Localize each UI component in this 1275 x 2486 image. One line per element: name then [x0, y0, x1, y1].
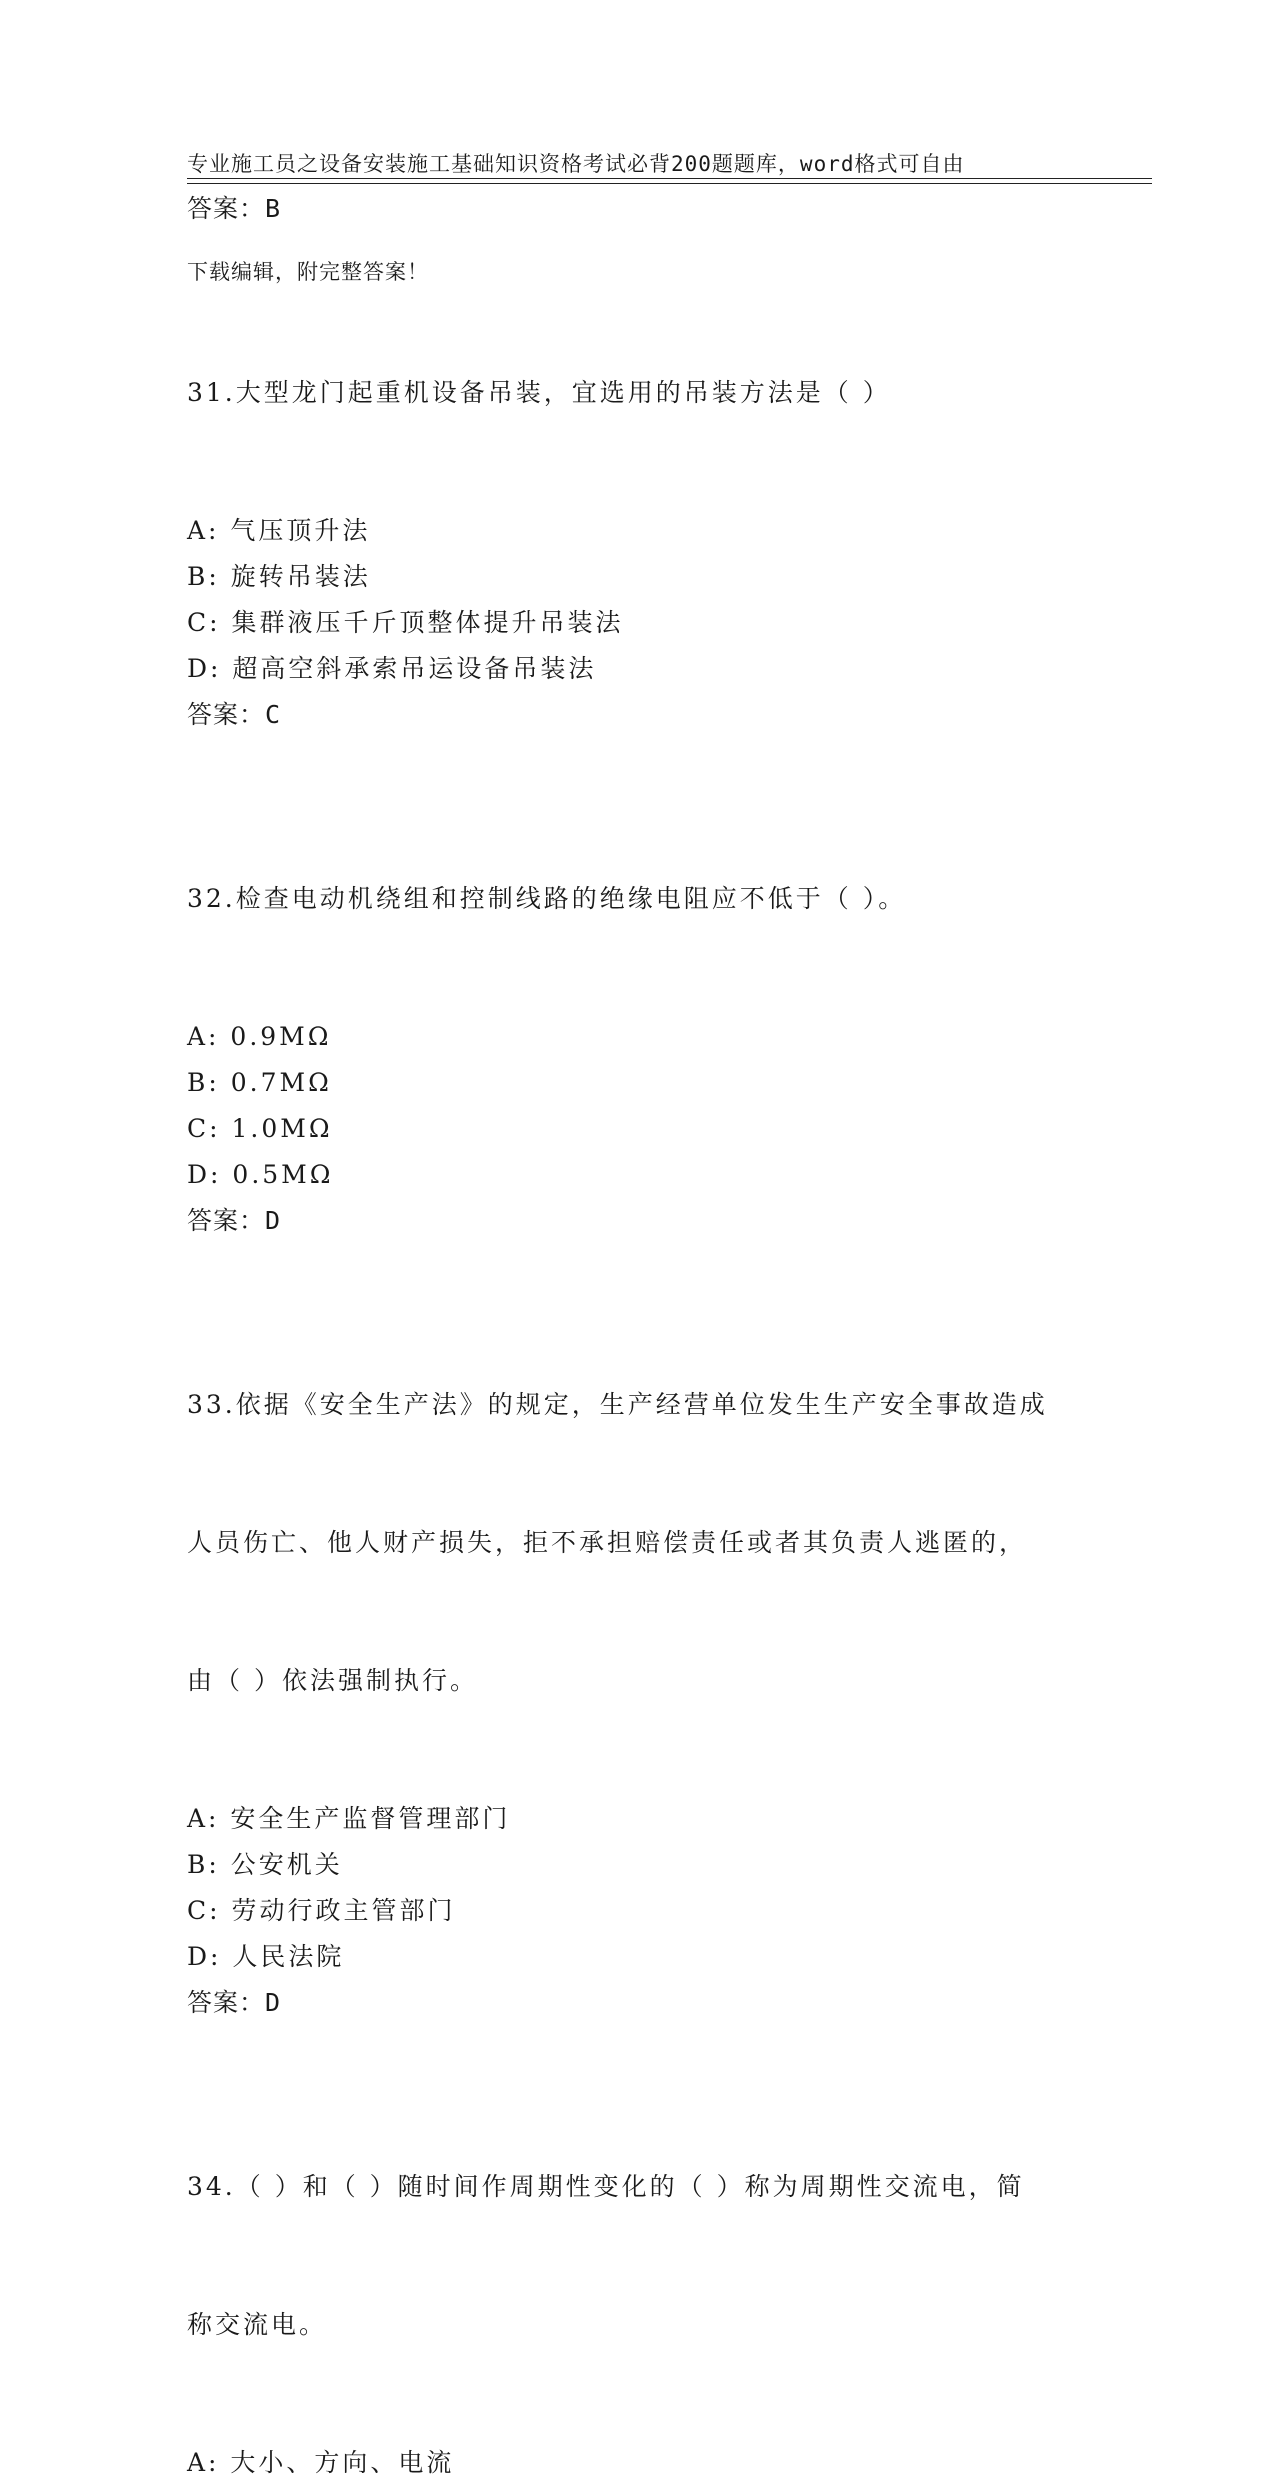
answer: 答案：D — [187, 1988, 282, 2017]
option-c: C: 1.0MΩ — [187, 1114, 333, 1143]
question-stem-line: 34.（ ）和（ ）随时间作周期性变化的（ ）称为周期性交流电，简 — [187, 2172, 1025, 2201]
question-stem-line: 32.检查电动机绕组和控制线路的绝缘电阻应不低于（ ）。 — [187, 884, 907, 913]
question-list — [187, 186, 1087, 2486]
question-stem-line: 人员伤亡、他人财产损失，拒不承担赔偿责任或者其负责人逃匿的， — [187, 1528, 1028, 1557]
option-a: A: 大小、方向、电流 — [187, 2448, 455, 2477]
option-c: C: 集群液压千斤顶整体提升吊装法 — [187, 608, 624, 637]
question-stem-line: 称交流电。 — [187, 2310, 328, 2339]
option-d: D: 0.5MΩ — [187, 1160, 334, 1189]
question-stem — [187, 278, 1087, 508]
question-stem-line: 由（ ）依法强制执行。 — [187, 1666, 478, 1695]
option-b: B: 0.7MΩ — [187, 1068, 332, 1097]
header-divider-bottom — [187, 183, 1152, 184]
option-a: A: 气压顶升法 — [187, 516, 371, 545]
header-divider-top — [187, 178, 1152, 179]
answer: 答案：D — [187, 1206, 282, 1235]
question-32 — [187, 784, 1087, 1244]
header-line-2: 下载编辑，附完整答案！ — [187, 260, 429, 284]
question-34 — [187, 2072, 1087, 2486]
header-line-1: 专业施工员之设备安装施工基础知识资格考试必背200题题库，word格式可自由 — [187, 152, 965, 176]
question-33 — [187, 1290, 1087, 2026]
option-d: D: 人民法院 — [187, 1942, 345, 1971]
question-stem — [187, 2072, 1087, 2440]
option-c: C: 劳动行政主管部门 — [187, 1896, 456, 1925]
question-stem — [187, 1290, 1087, 1796]
question-stem-line: 33.依据《安全生产法》的规定，生产经营单位发生生产安全事故造成 — [187, 1390, 1048, 1419]
question-31 — [187, 278, 1087, 738]
question-stem — [187, 784, 1087, 1014]
option-b: B: 旋转吊装法 — [187, 562, 371, 591]
question-stem-line: 31.大型龙门起重机设备吊装，宜选用的吊装方法是（ ） — [187, 378, 891, 407]
option-a: A: 0.9MΩ — [187, 1022, 332, 1051]
option-d: D: 超高空斜承索吊运设备吊装法 — [187, 654, 597, 683]
option-b: B: 公安机关 — [187, 1850, 343, 1879]
option-a: A: 安全生产监督管理部门 — [187, 1804, 511, 1833]
answer: 答案：C — [187, 700, 282, 729]
previous-answer: 答案：B — [187, 194, 282, 223]
